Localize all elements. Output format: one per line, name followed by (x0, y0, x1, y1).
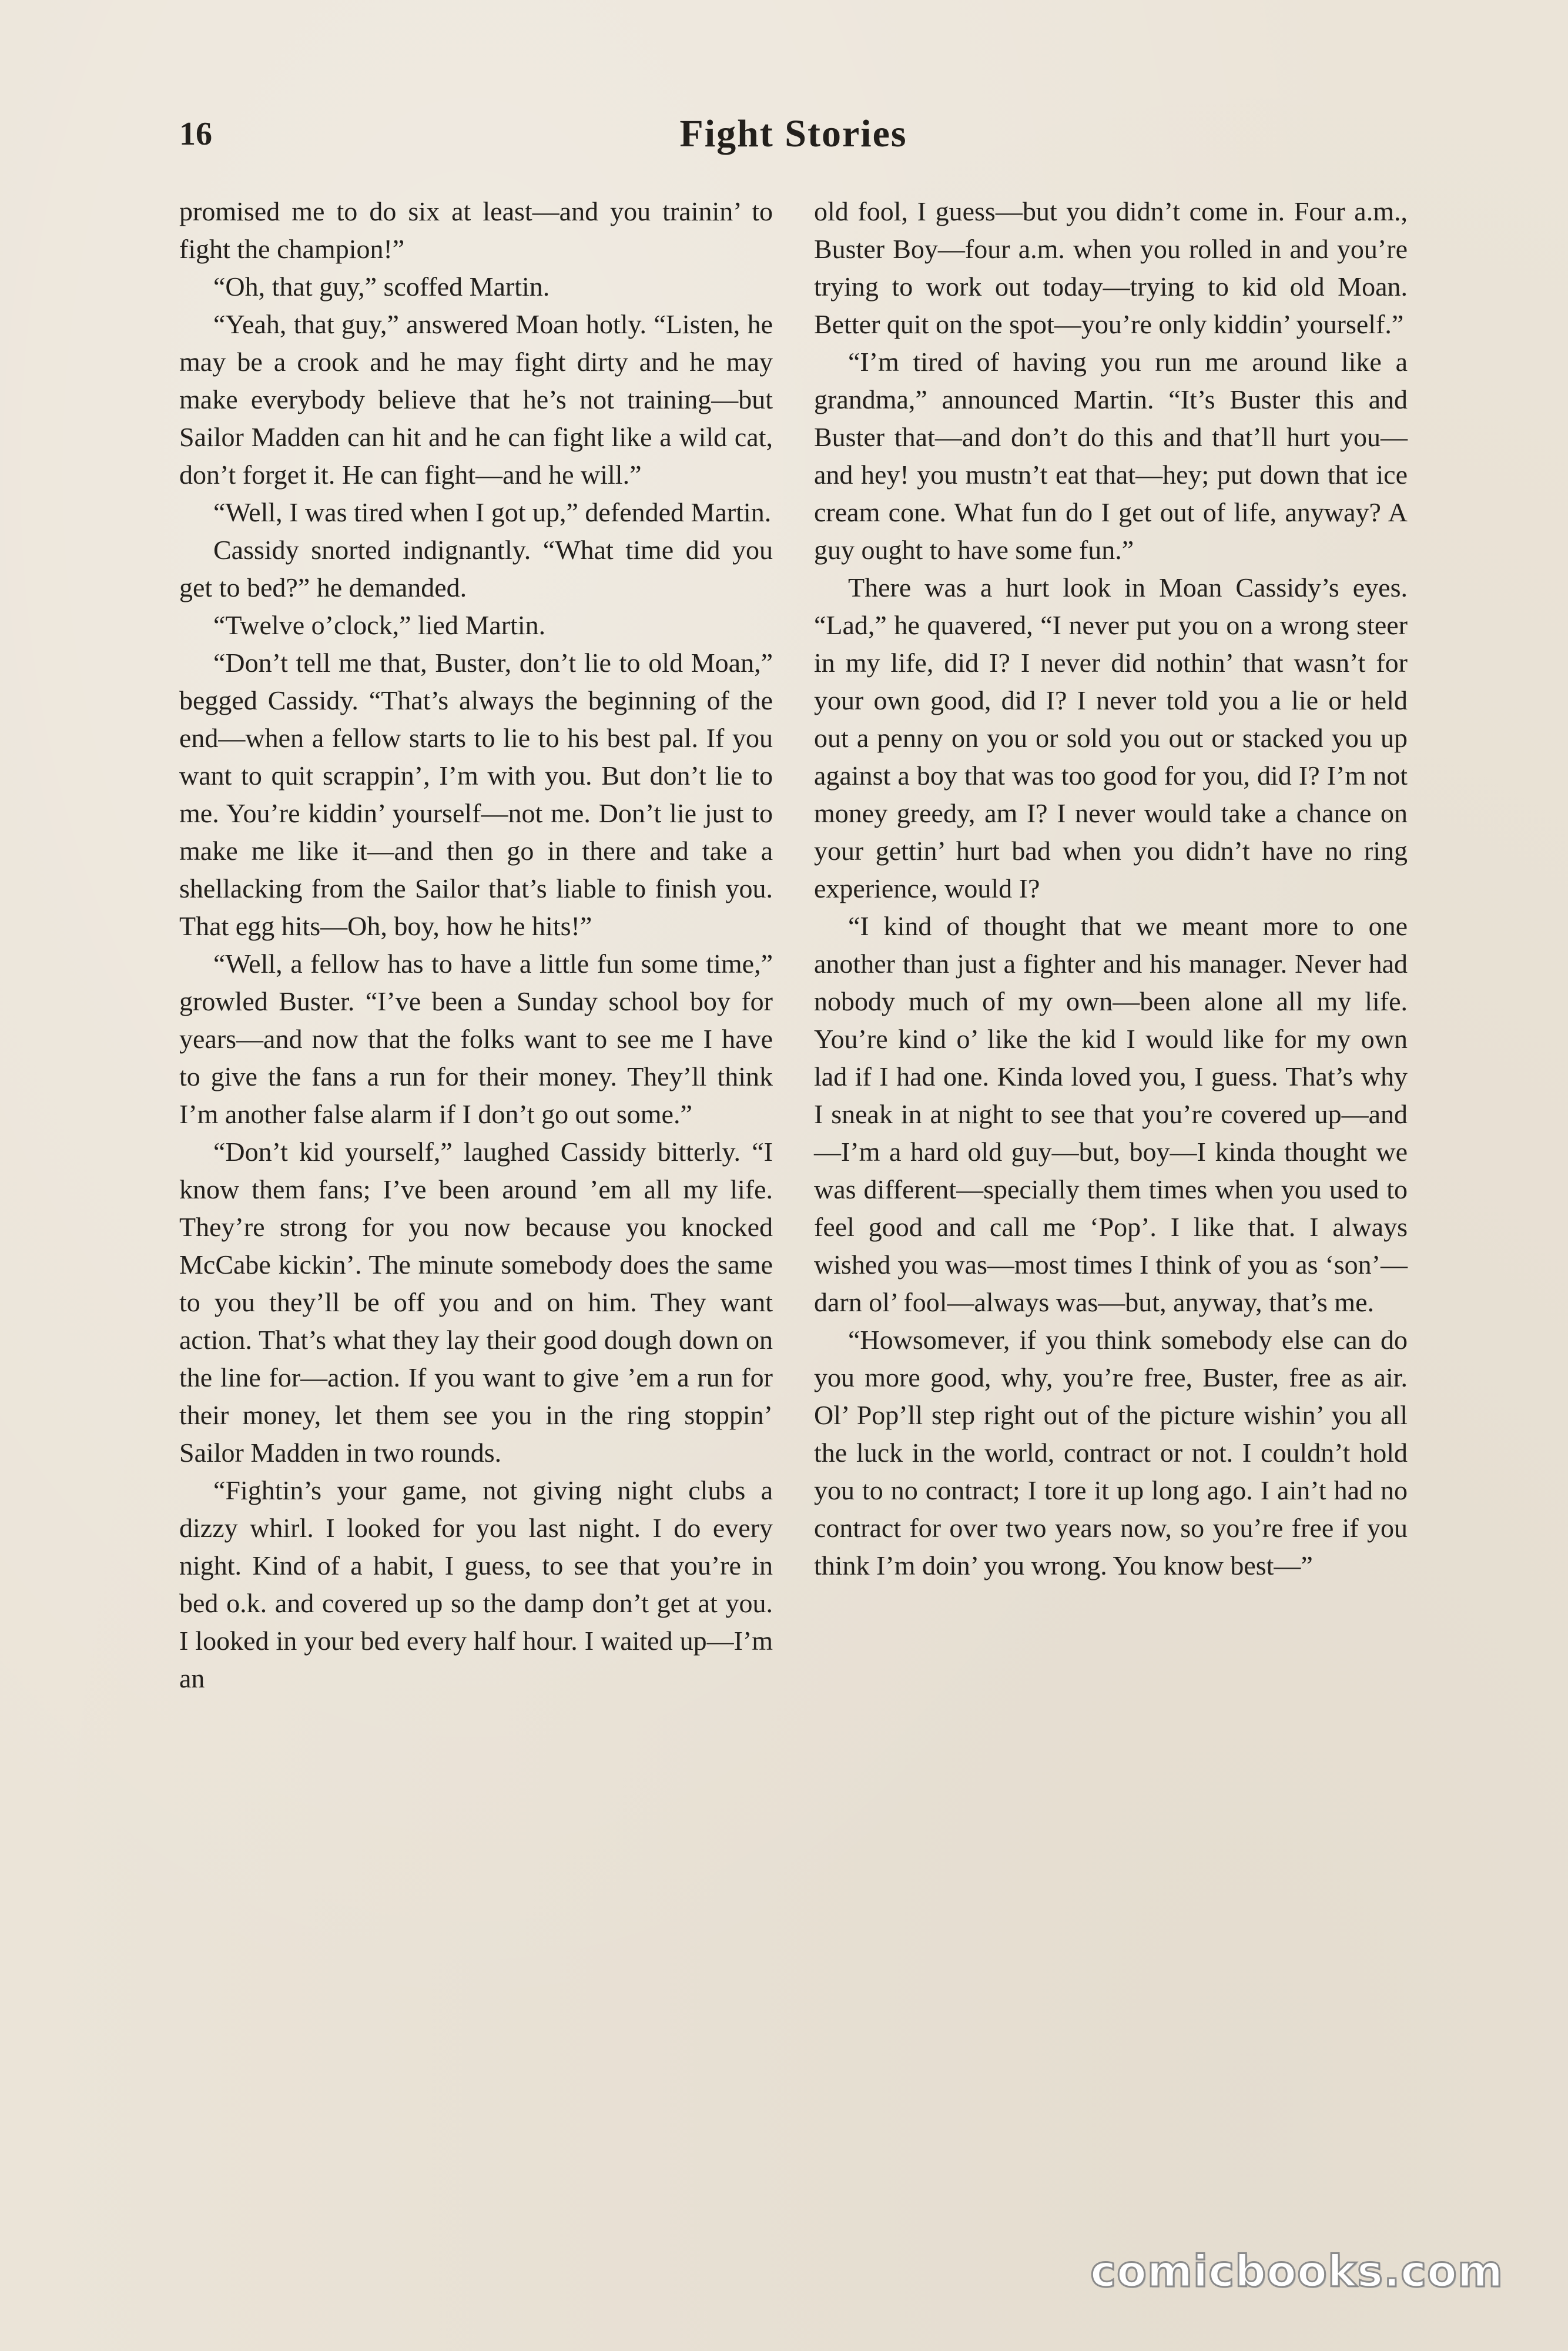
paragraph: “Yeah, that guy,” answered Moan hotly. “Listen, he may be a crook and he may fight dirty and he may make everybody believe that he’s not training—but Sailor Madden can hit and he can fight like a wild cat, don’t forget it. He can fight—and he will.” (179, 309, 773, 490)
paragraph: “Don’t tell me that, Buster, don’t lie to old Moan,” begged Cassidy. “That’s always the beginning of the end—when a fellow starts to lie to his best pal. If you want to quit scrappin’, I’m with you. But don’t lie to me. You’re kiddin’ yourself—not me. Don’t lie just to make me like it—and then go in there and take a shellacking from the Sailor that’s liable to finish you. That egg hits—Oh, boy, how he hits!” (179, 648, 773, 941)
paragraph: promised me to do six at least—and you trainin’ to fight the champion!” (179, 196, 773, 264)
running-head-title: Fight Stories (679, 112, 907, 155)
site-watermark: comicbooks.com (1090, 2246, 1503, 2297)
paragraph: “Fightin’s your game, not giving night clubs a dizzy whirl. I looked for you last night. I do every night. Kind of a habit, I guess, to see that you’re in bed o.k. and covered up so the damp don’t get at you. I looked in your bed every half hour. I waited up—I’m an (179, 1475, 773, 1693)
left-text-column (179, 193, 773, 1697)
page-number: 16 (179, 116, 212, 152)
paragraph: “I’m tired of having you run me around like a grandma,” announced Martin. “It’s Buster this and Buster that—and don’t do this and that’ll hurt you—and hey! you mustn’t eat that—hey; put down that ice cream cone. What fun do I get out of life, anyway? A guy ought to have some fun.” (814, 347, 1408, 565)
paragraph: old fool, I guess—but you didn’t come in. Four a.m., Buster Boy—four a.m. when you rolled in and you’re trying to work out today—trying to kid old Moan. Better quit on the spot—you’re only kiddin’ yourself.” (814, 196, 1408, 339)
paragraph: There was a hurt look in Moan Cassidy’s eyes. “Lad,” he quavered, “I never put you on a wrong steer in my life, did I? I never did nothin’ that wasn’t for your own good, did I? I never told you a lie or held out a penny on you or sold you out or stacked you up against a boy that was too good for you, did I? I’m not money greedy, am I? I never would take a chance on your gettin’ hurt bad when you didn’t have no ring experience, would I? (814, 572, 1408, 903)
paragraph: “I kind of thought that we meant more to one another than just a fighter and his manager. Never had nobody much of my own—been alone all my life. You’re kind o’ like the kid I would like for my own lad if I had one. Kinda loved you, I guess. That’s why I sneak in at night to see that you’re covered up—and—I’m a hard old guy—but, boy—I kinda thought we was different—specially them times when you used to feel good and call me ‘Pop’. I like that. I always wished you was—most times I think of you as ‘son’—darn ol’ fool—always was—but, anyway, that’s me. (814, 911, 1408, 1317)
page-header (179, 110, 1408, 163)
paragraph: “Well, a fellow has to have a little fun some time,” growled Buster. “I’ve been a Sunday school boy for years—and now that the folks want to see me I have to give the fans a run for their money. They’ll think I’m another false alarm if I don’t go out some.” (179, 949, 773, 1129)
paragraph: “Oh, that guy,” scoffed Martin. (213, 272, 550, 302)
paragraph: “Don’t kid yourself,” laughed Cassidy bitterly. “I know them fans; I’ve been around ’em all my life. They’re strong for you now because you knocked McCabe kickin’. The minute somebody does the same to you they’ll be off you and on him. They want action. That’s what they lay their good dough down on the line for—action. If you want to give ’em a run for their money, let them see you in the ring stoppin’ Sailor Madden in two rounds. (179, 1137, 773, 1468)
paragraph: “Well, I was tired when I got up,” defended Martin. (213, 497, 772, 527)
paragraph: “Howsomever, if you think somebody else can do you more good, why, you’re free, Buster, free as air. Ol’ Pop’ll step right out of the picture wishin’ you all the luck in the world, contract or not. I couldn’t hold you to no contract; I tore it up long ago. I ain’t had no contract for over two years now, so you’re free if you think I’m doin’ you wrong. You know best—” (814, 1325, 1408, 1580)
paragraph: “Twelve o’clock,” lied Martin. (213, 610, 546, 640)
paragraph: Cassidy snorted indignantly. “What time did you get to bed?” he demanded. (179, 535, 773, 602)
right-text-column (814, 193, 1408, 1585)
